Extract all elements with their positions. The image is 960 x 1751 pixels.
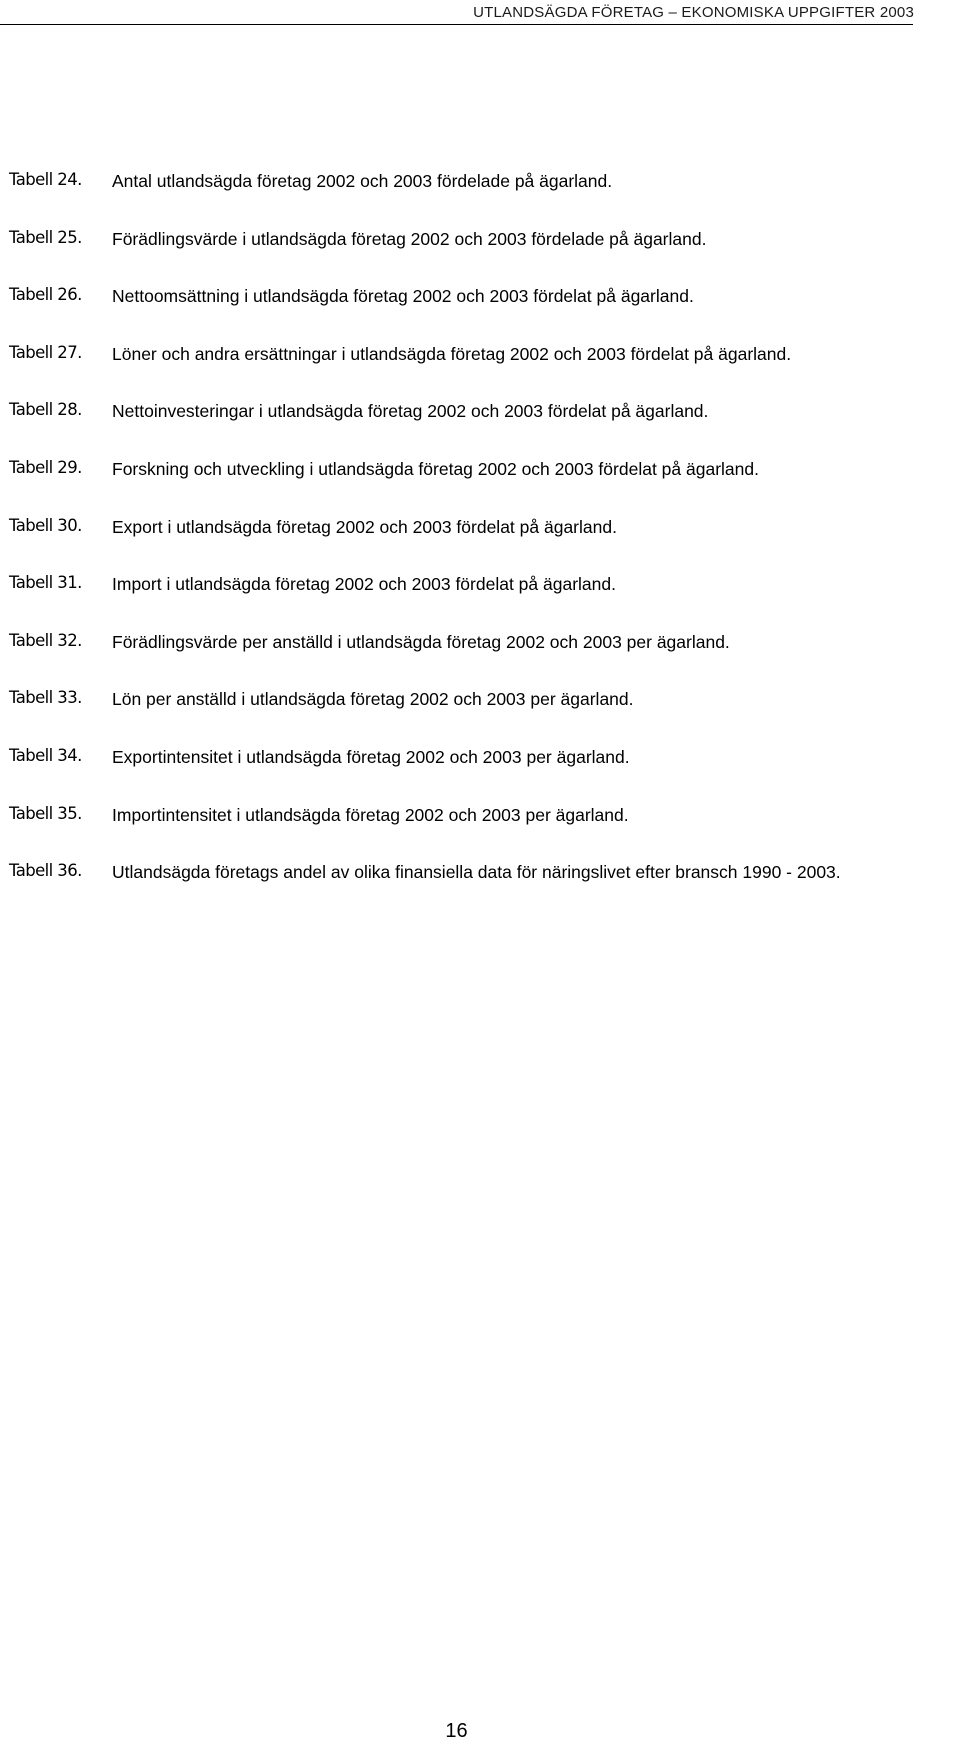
table-entry-label: Tabell 32. xyxy=(9,630,82,650)
table-entry-26[interactable] xyxy=(9,285,954,343)
table-entry-label: Tabell 29. xyxy=(9,457,82,477)
table-entry-title: Exportintensitet i utlandsägda företag 2002 och 2003 per ägarland. xyxy=(112,746,630,767)
table-entry-24[interactable] xyxy=(9,170,954,228)
table-entry-30[interactable] xyxy=(9,516,954,574)
table-entry-label: Tabell 24. xyxy=(9,170,82,189)
table-entry-27[interactable] xyxy=(9,343,954,401)
running-header: UTLANDSÄGDA FÖRETAG – EKONOMISKA UPPGIFTER 2003 xyxy=(473,4,914,21)
page-number: 16 xyxy=(445,1720,468,1742)
table-entry-label: Tabell 28. xyxy=(9,400,82,420)
table-entry-title: Forskning och utveckling i utlandsägda företag 2002 och 2003 fördelat på ägarland. xyxy=(112,458,759,479)
table-entry-label: Tabell 34. xyxy=(9,745,82,765)
table-entry-label: Tabell 30. xyxy=(9,515,82,535)
table-entry-label: Tabell 33. xyxy=(9,688,82,708)
table-entry-label: Tabell 25. xyxy=(9,227,82,247)
table-entry-32[interactable] xyxy=(9,631,954,689)
table-list xyxy=(9,170,954,919)
table-entry-label: Tabell 36. xyxy=(9,861,82,881)
table-entry-label: Tabell 35. xyxy=(9,803,82,823)
table-entry-28[interactable] xyxy=(9,400,954,458)
table-entry-title: Export i utlandsägda företag 2002 och 2003 fördelat på ägarland. xyxy=(112,516,617,537)
header-rule xyxy=(0,24,913,25)
table-entry-35[interactable] xyxy=(9,804,954,862)
table-entry-title: Antal utlandsägda företag 2002 och 2003 fördelade på ägarland. xyxy=(112,171,613,191)
table-entry-label: Tabell 31. xyxy=(9,573,82,593)
table-entry-title: Lön per anställd i utlandsägda företag 2002 och 2003 per ägarland. xyxy=(112,689,634,710)
table-entry-title: Förädlingsvärde i utlandsägda företag 2002 och 2003 fördelade på ägarland. xyxy=(112,228,707,249)
table-entry-title: Nettoinvesteringar i utlandsägda företag 2002 och 2003 fördelat på ägarland. xyxy=(112,401,709,422)
table-entry-title: Förädlingsvärde per anställd i utlandsägda företag 2002 och 2003 per ägarland. xyxy=(112,631,730,652)
table-entry-title: Importintensitet i utlandsägda företag 2002 och 2003 per ägarland. xyxy=(112,804,629,825)
table-entry-label: Tabell 26. xyxy=(9,285,82,305)
table-entry-33[interactable] xyxy=(9,688,954,746)
table-entry-29[interactable] xyxy=(9,458,954,516)
table-entry-34[interactable] xyxy=(9,746,954,804)
table-entry-title: Löner och andra ersättningar i utlandsägda företag 2002 och 2003 fördelat på ägarland. xyxy=(112,343,792,364)
table-entry-title: Import i utlandsägda företag 2002 och 2003 fördelat på ägarland. xyxy=(112,574,616,595)
table-entry-label: Tabell 27. xyxy=(9,342,82,362)
table-entry-title: Nettoomsättning i utlandsägda företag 2002 och 2003 fördelat på ägarland. xyxy=(112,286,694,307)
table-entry-31[interactable] xyxy=(9,573,954,631)
table-entry-25[interactable] xyxy=(9,228,954,286)
table-entry-title: Utlandsägda företags andel av olika finansiella data för näringslivet efter bransch 1990 - 2003. xyxy=(112,862,841,883)
table-entry-36[interactable] xyxy=(9,861,954,919)
